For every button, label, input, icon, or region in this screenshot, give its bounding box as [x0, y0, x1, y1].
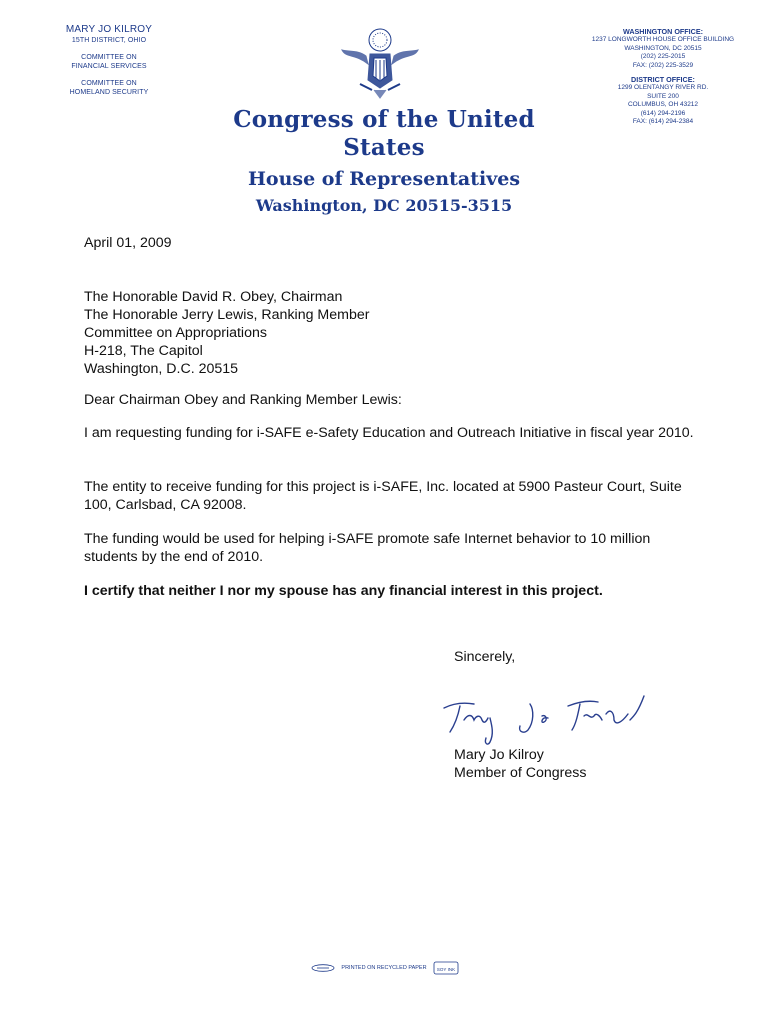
member-district: 15TH DISTRICT, OHIO [71, 37, 147, 44]
address-line: Washington, D.C. 20515 [84, 361, 239, 377]
member-committee-block [34, 24, 184, 97]
district-office-heading: DISTRICT OFFICE: [631, 75, 695, 85]
soy-ink-label: SOY INK [436, 967, 455, 972]
committee-line: COMMITTEE ON [81, 54, 137, 61]
address-line: 1299 OLENTANGY RIVER RD. [617, 84, 709, 92]
handwritten-signature [438, 686, 658, 748]
footer [290, 958, 480, 978]
masthead-house: House of Representatives [247, 168, 521, 190]
address-line: 1237 LONGWORTH HOUSE OFFICE BUILDING [591, 36, 735, 44]
letter-date: April 01, 2009 [84, 235, 172, 251]
soy-ink-icon [433, 961, 459, 975]
committee-line: COMMITTEE ON [81, 80, 137, 87]
address-line: COLUMBUS, OH 43212 [627, 101, 699, 109]
committee-line: FINANCIAL SERVICES [71, 63, 147, 70]
signature-block [454, 746, 586, 782]
office-address-block [588, 28, 738, 126]
washington-office-heading: WASHINGTON OFFICE: [622, 27, 704, 36]
address-line: H-218, The Capitol [84, 343, 203, 359]
recipient-address [84, 288, 369, 378]
address-line: SUITE 200 [647, 92, 679, 100]
certification-statement: I certify that neither I nor my spouse has any financial interest in this project. [84, 583, 603, 599]
masthead-congress: Congress of the United States [233, 106, 535, 161]
member-name: MARY JO KILROY [65, 24, 153, 35]
masthead [200, 106, 568, 217]
address-line: The Honorable David R. Obey, Chairman [84, 289, 343, 305]
address-line: WASHINGTON, DC 20515 [624, 44, 702, 52]
paragraph-entity: The entity to receive funding for this project is i-SAFE, Inc. located at 5900 Pasteur Court, Suite 100, Carlsbad, CA 92008. [84, 479, 682, 513]
phone-line: (614) 294-2196 [640, 109, 686, 117]
fax-line: FAX: (614) 294-2384 [632, 118, 694, 126]
signer-title: Member of Congress [454, 765, 587, 781]
recycled-paper-icon [311, 964, 335, 972]
recycled-paper-label: PRINTED ON RECYCLED PAPER [341, 965, 427, 971]
paragraph-purpose: The funding would be used for helping i-SAFE promote safe Internet behavior to 10 million students by the end of 2010. [84, 531, 651, 565]
fax-line: FAX: (202) 225-3529 [632, 61, 694, 69]
paragraph-request: I am requesting funding for i-SAFE e-Safety Education and Outreach Initiative in fiscal year 2010. [84, 425, 694, 441]
salutation: Dear Chairman Obey and Ranking Member Lewis: [84, 392, 402, 408]
signer-name: Mary Jo Kilroy [454, 747, 544, 763]
address-line: Committee on Appropriations [84, 325, 267, 341]
eagle-seal-icon [338, 24, 422, 102]
closing: Sincerely, [454, 649, 516, 665]
letterhead [0, 0, 768, 215]
phone-line: (202) 225-2015 [640, 53, 686, 61]
committee-line: HOMELAND SECURITY [69, 89, 149, 96]
address-line: The Honorable Jerry Lewis, Ranking Member [84, 307, 370, 323]
masthead-address: Washington, DC 20515-3515 [255, 196, 513, 215]
